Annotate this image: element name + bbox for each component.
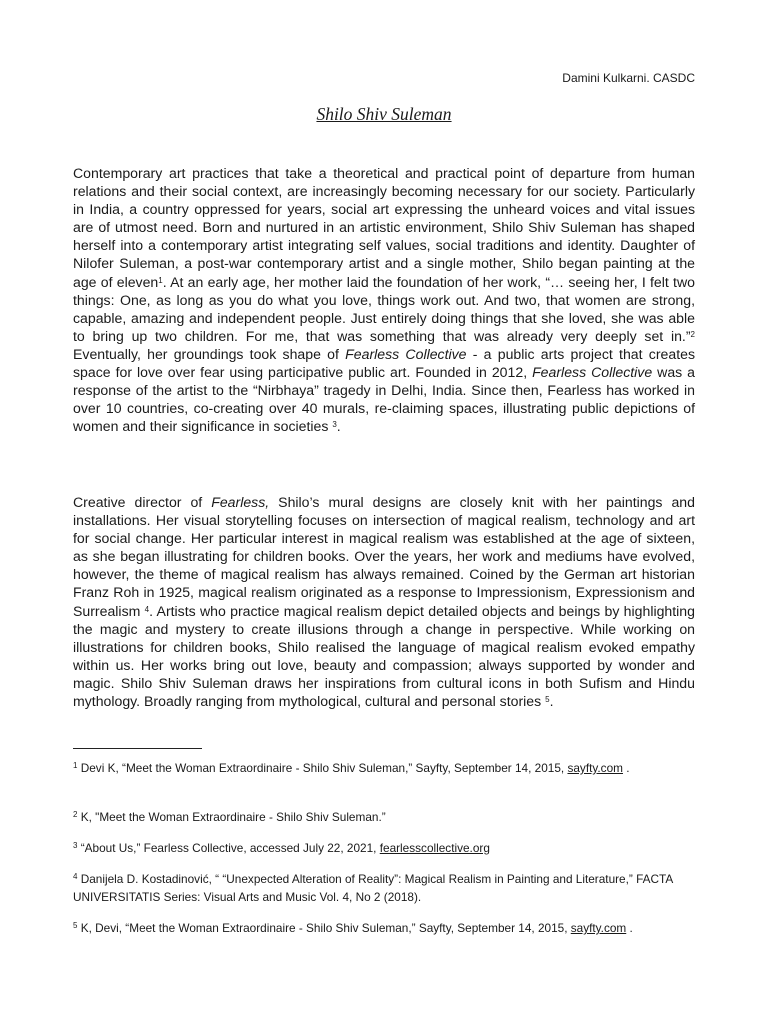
author-line: Damini Kulkarni. CASDC — [562, 71, 695, 85]
footnote-number: 2 — [73, 810, 78, 819]
paragraph-text: Shilo’s mural designs are closely knit with her paintings and installations. Her visual storytelling focuses on intersection of magical realism, technology and art for social change. Her particular interest in magical realism was established at the age of sixteen, as she began illustrating for children books. Over the years, her work and mediums have evolved, however, the theme of magical realism has always remained. Coined by the German art historian Franz Roh in 1925, magical realism originated as a response to Impressionism, Expressionism and Surrealism — [73, 494, 695, 619]
footnote-link[interactable]: sayfty.com — [567, 761, 623, 775]
footnote-text: Danijela D. Kostadinović, “ “Unexpected Alteration of Reality”: Magical Realism in Painting and Literature,” FACTA UNIVERSITATIS Series: Visual Arts and Music Vol. 4, No 2 (2018). — [73, 872, 673, 904]
footnote-ref-2[interactable]: 2 — [690, 329, 695, 339]
paragraph-text: Contemporary art practices that take a theoretical and practical point of departure from human relations and their social context, are increasingly becoming necessary for our society. Particularly in India, a country oppressed for years, social art expressing the unheard voices and vital issues are of utmost need. Born and nurtured in an artistic environment, Shilo Shiv Suleman has shaped herself into a contemporary artist integrating self values, social traditions and identity. Daughter of Nilofer Suleman, a post-war contemporary artist and a single mother, Shilo began painting at the age of eleven — [73, 165, 695, 290]
paragraph-text: was a response of the artist to the “Nirbhaya” tragedy in Delhi, India. Since then, Fearless has worked in over 10 countries, co-creating over 40 murals, re-claiming spaces, illustrating public depictions of women and their significance in societies — [73, 364, 696, 435]
footnote-link[interactable]: fearlesscollective.org — [379, 841, 490, 855]
paragraph-text: . Artists who practice magical realism depict detailed objects and beings by highlighting the magic and mystery to create illusions through a change in perspective. While working on illustrations for children books, Shilo realised the language of magical realism evoked empathy within us. Her works bring out love, beauty and compassion; always supported by wonder and magic. Shilo Shiv Suleman draws her inspirations from cultural icons in both Sufism and Hindu mythology. Broadly ranging from mythological, cultural and personal stories — [73, 602, 695, 710]
footnote-number: 5 — [73, 921, 78, 930]
footnote-text: . — [622, 761, 630, 775]
footnote-ref-5[interactable]: 5 — [545, 695, 550, 705]
paragraph-text: . — [549, 693, 554, 710]
paragraph-text: . — [336, 418, 341, 435]
footnote-text: K, Devi, “Meet the Woman Extraordinaire - Shilo Shiv Suleman,” Sayfty, September 14, 2015, — [77, 921, 571, 935]
emphasis-text: Fearless Collective — [345, 345, 467, 362]
footnote-text: . — [626, 921, 633, 935]
page-title: Shilo Shiv Suleman — [316, 104, 452, 124]
paragraph-text: Creative director of — [73, 494, 212, 510]
footnote-number: 4 — [73, 872, 78, 881]
footnote-text: “About Us,” Fearless Collective, accessed July 22, 2021, — [77, 841, 380, 855]
emphasis-text: Fearless Collective — [532, 364, 653, 381]
footnote-ref-1[interactable]: 1 — [158, 275, 163, 285]
footnote-1 — [73, 759, 695, 777]
footnote-ref-3[interactable]: 3 — [332, 420, 337, 430]
paragraph-text: Eventually, her groundings took shape of — [73, 345, 346, 362]
footnote-link[interactable]: sayfty.com — [570, 921, 627, 935]
footnote-2 — [73, 808, 695, 826]
emphasis-text: Fearless, — [211, 494, 270, 510]
footnote-3 — [73, 839, 695, 857]
footnote-number: 3 — [73, 841, 78, 850]
paragraph-text: . At an early age, her mother laid the foundation of her work, “… seeing her, I felt two things: One, as long as you do what you love, things work out. And two, that women are strong, capable, amazing and independent people. Just entirely doing things that she loved, she was able to bring up two children. For me, that was something that was already very deeply set in.” — [73, 273, 695, 344]
footnote-divider — [73, 748, 202, 749]
body-paragraph-2 — [73, 493, 695, 710]
footnote-number: 1 — [73, 761, 78, 770]
footnote-ref-4[interactable]: 4 — [144, 604, 150, 614]
footnote-4 — [73, 870, 695, 906]
body-paragraph-1 — [73, 164, 695, 435]
footnote-text: Devi K, “Meet the Woman Extraordinaire - Shilo Shiv Suleman,” Sayfty, September 14, 2015, — [77, 761, 568, 775]
footnote-5 — [73, 919, 695, 937]
footnote-text: K, "Meet the Woman Extraordinaire - Shilo Shiv Suleman.” — [77, 810, 386, 824]
paragraph-text: - a public arts project that creates space for love over fear using participative public art. Founded in 2012, — [73, 345, 695, 381]
